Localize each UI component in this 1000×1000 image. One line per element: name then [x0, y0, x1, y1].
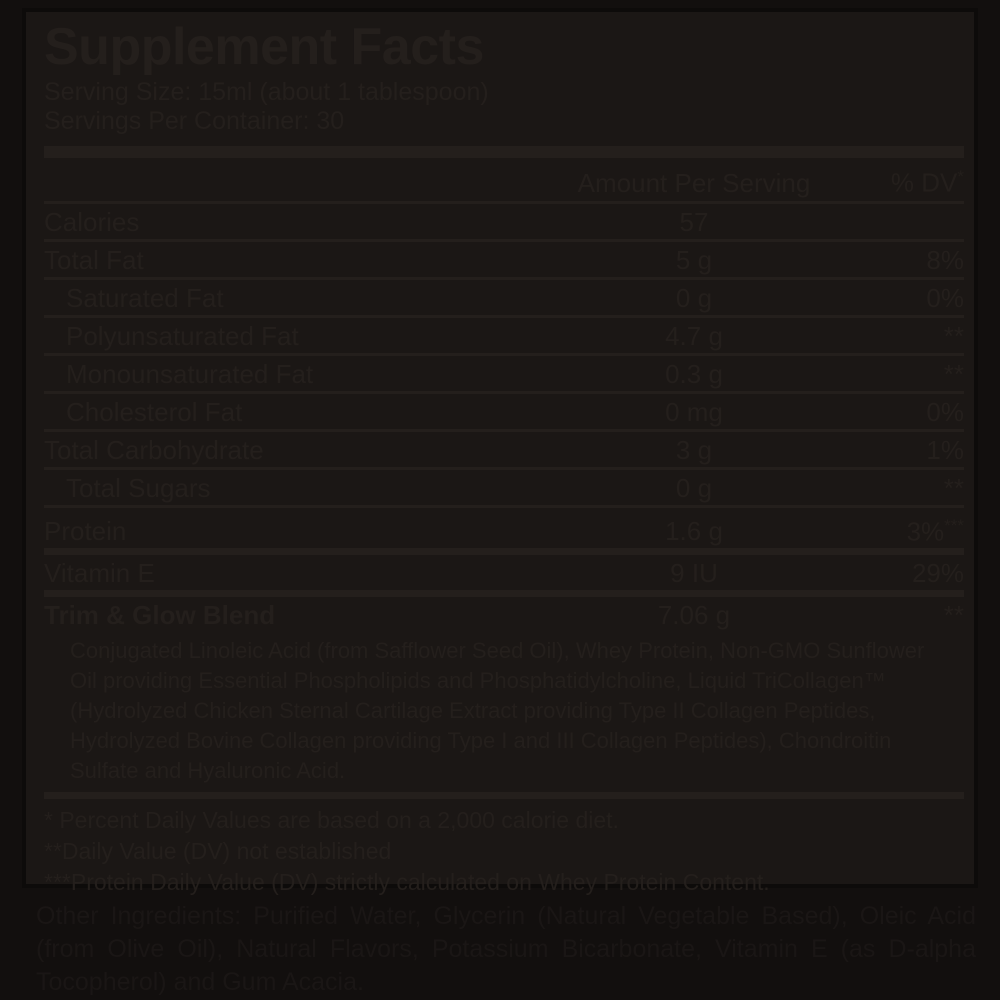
header-daily-value: % DV*: [890, 167, 964, 198]
serving-size: Serving Size: 15ml (about 1 tablespoon): [44, 78, 489, 106]
header-amount: Amount Per Serving: [577, 167, 811, 198]
row-amount: 9 IU: [670, 558, 718, 589]
table-row: [44, 356, 964, 391]
supplement-facts-inner: [44, 18, 964, 898]
row-name: Monounsaturated Fat: [66, 358, 314, 389]
table-row: [44, 280, 964, 315]
divider-medium: [44, 792, 964, 799]
table-row: [44, 318, 964, 353]
blend-amount: 7.06 g: [657, 600, 731, 631]
row-dv: 3%***: [906, 515, 964, 547]
footnote-item: **Daily Value (DV) not established: [44, 838, 392, 865]
footnotes: [44, 799, 964, 898]
supplement-facts-panel: [22, 8, 978, 896]
row-dv: **: [943, 358, 964, 389]
footnote-item: * Percent Daily Values are based on a 2,000 calorie diet.: [44, 807, 619, 834]
table-row: [44, 242, 964, 277]
table-header: [44, 158, 964, 201]
servings-per-container: Servings Per Container: 30: [44, 107, 345, 135]
row-amount: 5 g: [675, 244, 713, 275]
row-name: Vitamin E: [44, 558, 155, 589]
table-row: [44, 432, 964, 467]
other-ingredients: Other Ingredients: Purified Water, Glycerin (Natural Vegetable Based), Oleic Acid (from Olive Oil), Natural Flavors, Potassium Bicarbonate, Vitamin E (as D-alpha Tocopherol) and Gum Acacia.: [36, 902, 976, 996]
row-amount: 0 mg: [665, 396, 723, 427]
divider-medium: [44, 590, 964, 597]
blend-row: [44, 597, 964, 632]
row-name: Total Fat: [44, 244, 144, 275]
row-name: Cholesterol Fat: [66, 396, 243, 427]
row-dv: 29%: [911, 558, 964, 589]
row-amount: 0 g: [675, 472, 713, 503]
row-amount: 4.7 g: [665, 320, 723, 351]
row-amount: 0 g: [675, 282, 713, 313]
row-name: Calories: [44, 206, 140, 237]
row-amount: 3 g: [675, 434, 713, 465]
row-dv: **: [943, 320, 964, 351]
row-name: Polyunsaturated Fat: [66, 320, 299, 351]
table-row: [44, 204, 964, 239]
row-amount: 1.6 g: [665, 516, 723, 547]
blend-name: Trim & Glow Blend: [44, 600, 276, 631]
row-dv: 0%: [926, 282, 964, 313]
blend-dv: **: [943, 600, 964, 631]
row-dv: **: [943, 472, 964, 503]
row-dv: 1%: [926, 434, 964, 465]
row-dv: 0%: [926, 396, 964, 427]
footnote-item: ***Protein Daily Value (DV) strictly calculated on Whey Protein Content.: [44, 869, 770, 896]
table-row: [44, 508, 964, 549]
row-amount: 0.3 g: [665, 358, 723, 389]
divider-thick-top: [44, 146, 964, 158]
row-name: Saturated Fat: [66, 282, 224, 313]
blend-description: Conjugated Linoleic Acid (from Safflower Seed Oil), Whey Protein, Non-GMO Sunflower Oil providing Essential Phospholipids and Phosphatidylcholine, Liquid TriCollagen™ (Hydrolyzed Chicken Sternal Cartilage Extract providing Type II Collagen Peptides, Hydrolyzed Bovine Collagen providing Type I and III Collagen Peptides), Chondroitin Sulfate and Hyaluronic Acid.: [70, 638, 925, 784]
table-row: [44, 555, 964, 590]
table-row: [44, 470, 964, 505]
divider-medium: [44, 548, 964, 555]
table-row: [44, 394, 964, 429]
row-dv: 8%: [926, 244, 964, 275]
row-name: Total Carbohydrate: [44, 434, 264, 465]
page-title: Supplement Facts: [44, 18, 484, 76]
row-amount: 57: [679, 206, 709, 237]
row-name: Total Sugars: [66, 472, 211, 503]
row-name: Protein: [44, 516, 127, 547]
